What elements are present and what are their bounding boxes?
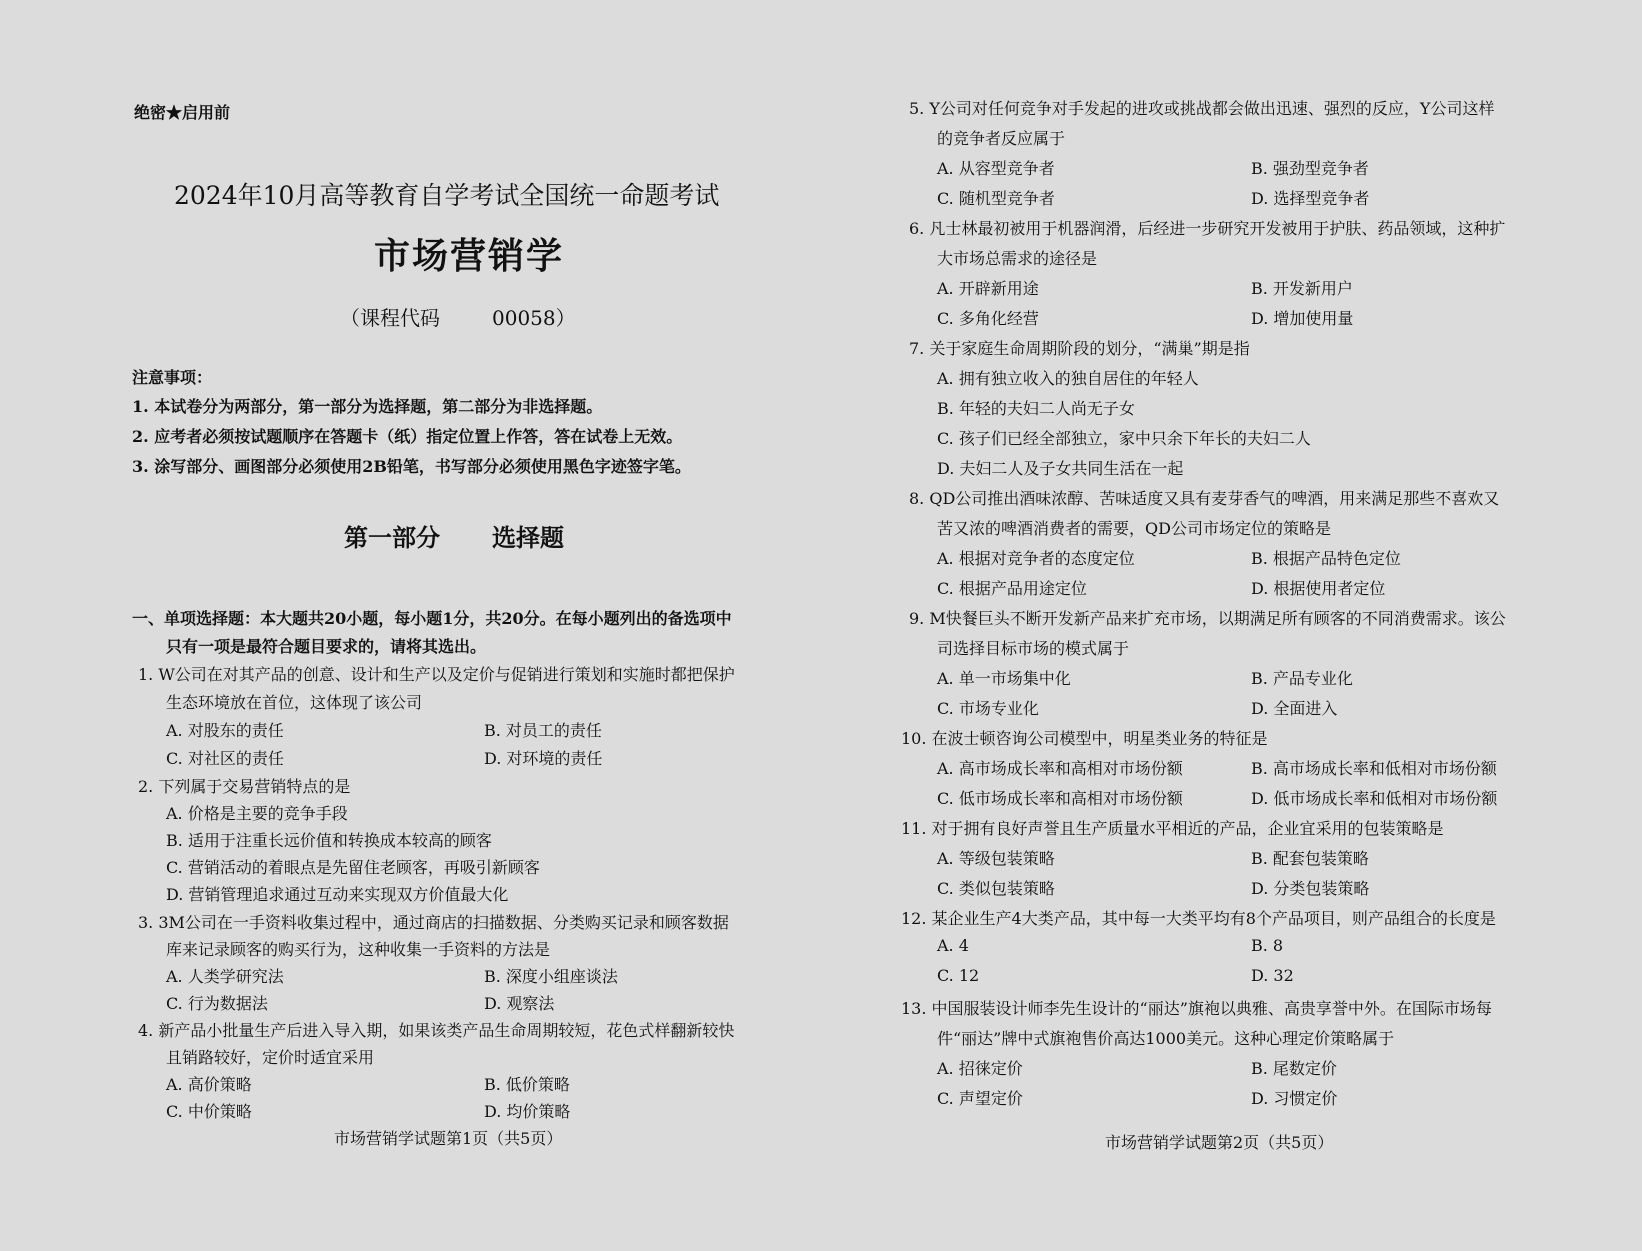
question-12-option-b: B. 8 — [1251, 936, 1284, 955]
section-instruction-line2: 只有一项是最符合题目要求的，请将其选出。 — [166, 637, 487, 656]
question-12-option-a: A. 4 — [937, 936, 969, 955]
question-9-stem-cont: 司选择目标市场的模式属于 — [937, 639, 1130, 658]
question-7-stem: 7. 关于家庭生命周期阶段的划分，“满巢”期是指 — [909, 339, 1250, 358]
exam-page-2 — [821, 0, 1642, 1251]
question-2-stem: 2. 下列属于交易营销特点的是 — [138, 777, 351, 796]
question-8-option-d: D. 根据使用者定位 — [1251, 579, 1386, 598]
page-footer-2: 市场营销学试题第2页（共5页） — [1105, 1133, 1334, 1152]
question-4-stem-cont: 且销路较好，定价时适宜采用 — [166, 1048, 375, 1067]
question-5-option-b: B. 强劲型竞争者 — [1251, 159, 1369, 178]
question-12-option-d: D. 32 — [1251, 966, 1294, 985]
confidential-mark: 绝密★启用前 — [134, 103, 231, 122]
notes-title: 注意事项： — [132, 368, 213, 387]
question-6-option-a: A. 开辟新用途 — [937, 279, 1039, 298]
question-4-option-c: C. 中价策略 — [166, 1102, 252, 1121]
exam-title: 2024年10月高等教育自学考试全国统一命题考试 — [174, 181, 720, 210]
question-1-option-a: A. 对股东的责任 — [166, 721, 284, 740]
question-3-option-a: A. 人类学研究法 — [166, 967, 284, 986]
question-10-option-c: C. 低市场成长率和高相对市场份额 — [937, 789, 1183, 808]
question-13-option-a: A. 招徕定价 — [937, 1059, 1023, 1078]
question-13-option-d: D. 习惯定价 — [1251, 1089, 1338, 1108]
question-13-option-c: C. 声望定价 — [937, 1089, 1023, 1108]
question-10-option-a: A. 高市场成长率和高相对市场份额 — [937, 759, 1183, 778]
question-8-stem-cont: 苦又浓的啤酒消费者的需要，QD公司市场定位的策略是 — [937, 519, 1331, 538]
question-1-stem-cont: 生态环境放在首位，这体现了该公司 — [166, 693, 423, 712]
question-10-option-d: D. 低市场成长率和低相对市场份额 — [1251, 789, 1498, 808]
question-12-option-c: C. 12 — [937, 966, 980, 985]
question-6-option-b: B. 开发新用户 — [1251, 279, 1353, 298]
question-10-stem: 10. 在波士顿咨询公司模型中，明星类业务的特征是 — [901, 729, 1268, 748]
note-2: 2. 应考者必须按试题顺序在答题卡（纸）指定位置上作答，答在试卷上无效。 — [132, 427, 683, 446]
question-10-option-b: B. 高市场成长率和低相对市场份额 — [1251, 759, 1497, 778]
question-11-option-c: C. 类似包装策略 — [937, 879, 1055, 898]
question-6-stem: 6. 凡士林最初被用于机器润滑，后经进一步研究开发被用于护肤、药品领域，这种扩 — [909, 219, 1506, 238]
question-5-option-c: C. 随机型竞争者 — [937, 189, 1055, 208]
question-4-option-d: D. 均价策略 — [484, 1102, 571, 1121]
question-3-option-b: B. 深度小组座谈法 — [484, 967, 618, 986]
question-1-option-c: C. 对社区的责任 — [166, 749, 284, 768]
part-name: 选择题 — [492, 523, 564, 552]
question-6-option-c: C. 多角化经营 — [937, 309, 1039, 328]
question-5-stem: 5. Y公司对任何竞争对手发起的进攻或挑战都会做出迅速、强烈的反应，Y公司这样 — [909, 99, 1495, 118]
note-3: 3. 涂写部分、画图部分必须使用2B铅笔，书写部分必须使用黑色字迹签字笔。 — [132, 457, 691, 476]
question-12-stem: 12. 某企业生产4大类产品，其中每一大类平均有8个产品项目，则产品组合的长度是 — [901, 909, 1496, 928]
question-7-option-d: D. 夫妇二人及子女共同生活在一起 — [937, 459, 1184, 478]
question-3-stem-cont: 库来记录顾客的购买行为，这种收集一手资料的方法是 — [166, 940, 551, 959]
question-2-option-a: A. 价格是主要的竞争手段 — [166, 804, 348, 823]
question-9-option-b: B. 产品专业化 — [1251, 669, 1353, 688]
subject-title: 市场营销学 — [374, 235, 565, 277]
question-2-option-d: D. 营销管理追求通过互动来实现双方价值最大化 — [166, 885, 509, 904]
question-1-option-b: B. 对员工的责任 — [484, 721, 602, 740]
course-code-label: （课程代码 — [340, 306, 440, 330]
question-13-stem-cont: 件“丽达”牌中式旗袍售价高达1000美元。这种心理定价策略属于 — [937, 1029, 1395, 1048]
question-4-option-b: B. 低价策略 — [484, 1075, 570, 1094]
course-code-value: 00058） — [492, 306, 576, 330]
question-9-option-c: C. 市场专业化 — [937, 699, 1039, 718]
question-2-option-c: C. 营销活动的着眼点是先留住老顾客，再吸引新顾客 — [166, 858, 540, 877]
section-instruction-line1: 一、单项选择题：本大题共20小题，每小题1分，共20分。在每小题列出的备选项中 — [132, 609, 732, 628]
question-11-option-d: D. 分类包装策略 — [1251, 879, 1370, 898]
part-heading — [344, 518, 564, 553]
question-3-option-c: C. 行为数据法 — [166, 994, 268, 1013]
question-13-stem: 13. 中国服装设计师李先生设计的“丽达”旗袍以典雅、高贵享誉中外。在国际市场每 — [901, 999, 1492, 1018]
question-8-option-c: C. 根据产品用途定位 — [937, 579, 1087, 598]
page-footer-1: 市场营销学试题第1页（共5页） — [334, 1129, 563, 1148]
question-8-option-a: A. 根据对竞争者的态度定位 — [937, 549, 1135, 568]
question-4-stem: 4. 新产品小批量生产后进入导入期，如果该类产品生命周期较短，花色式样翻新较快 — [138, 1021, 735, 1040]
question-11-option-a: A. 等级包装策略 — [937, 849, 1055, 868]
note-1: 1. 本试卷分为两部分，第一部分为选择题，第二部分为非选择题。 — [132, 397, 603, 416]
question-5-option-a: A. 从容型竞争者 — [937, 159, 1055, 178]
question-7-option-b: B. 年轻的夫妇二人尚无子女 — [937, 399, 1135, 418]
course-code — [340, 302, 576, 331]
question-13-option-b: B. 尾数定价 — [1251, 1059, 1337, 1078]
question-9-stem: 9. M快餐巨头不断开发新产品来扩充市场，以期满足所有顾客的不同消费需求。该公 — [909, 609, 1506, 628]
question-9-option-d: D. 全面进入 — [1251, 699, 1338, 718]
question-5-stem-cont: 的竞争者反应属于 — [937, 129, 1066, 148]
question-3-stem: 3. 3M公司在一手资料收集过程中，通过商店的扫描数据、分类购买记录和顾客数据 — [138, 913, 729, 932]
question-3-option-d: D. 观察法 — [484, 994, 555, 1013]
question-11-option-b: B. 配套包装策略 — [1251, 849, 1369, 868]
question-8-stem: 8. QD公司推出酒味浓醇、苦味适度又具有麦芽香气的啤酒，用来满足那些不喜欢又 — [909, 489, 1500, 508]
question-2-option-b: B. 适用于注重长远价值和转换成本较高的顾客 — [166, 831, 492, 850]
question-8-option-b: B. 根据产品特色定位 — [1251, 549, 1401, 568]
question-6-stem-cont: 大市场总需求的途径是 — [937, 249, 1098, 268]
question-4-option-a: A. 高价策略 — [166, 1075, 252, 1094]
question-5-option-d: D. 选择型竞争者 — [1251, 189, 1370, 208]
question-1-stem: 1. W公司在对其产品的创意、设计和生产以及定价与促销进行策划和实施时都把保护 — [138, 665, 735, 684]
question-11-stem: 11. 对于拥有良好声誉且生产质量水平相近的产品，企业宜采用的包装策略是 — [901, 819, 1444, 838]
question-7-option-a: A. 拥有独立收入的独自居住的年轻人 — [937, 369, 1199, 388]
question-6-option-d: D. 增加使用量 — [1251, 309, 1354, 328]
question-7-option-c: C. 孩子们已经全部独立，家中只余下年长的夫妇二人 — [937, 429, 1311, 448]
question-9-option-a: A. 单一市场集中化 — [937, 669, 1071, 688]
question-1-option-d: D. 对环境的责任 — [484, 749, 603, 768]
part-label: 第一部分 — [344, 523, 440, 552]
